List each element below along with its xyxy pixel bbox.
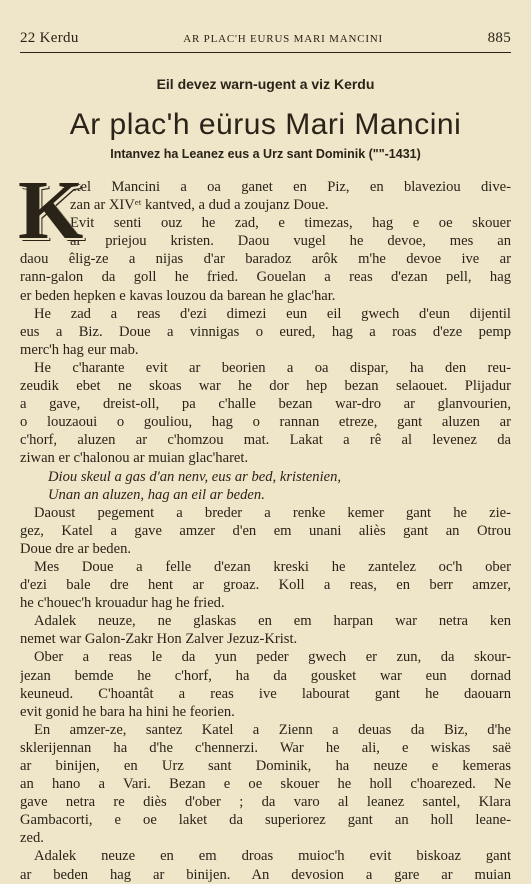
text-line: He zad a reas d'ezi dimezi eun eil gwech d'eun dijentil <box>34 305 511 322</box>
text-line: zed. <box>20 830 44 847</box>
text-line: Daoust pegement a breder a renke kemer gant he zie- <box>34 504 511 521</box>
text-line: rann-galon da goll he fried. Gouelan a reas d'ezan pell, hag <box>20 269 511 286</box>
text-line: Adalek neuze, ne glaskas en em harpan war netra ken <box>34 613 511 630</box>
text-line: merc'h hag eur mab. <box>20 341 139 358</box>
text-line: he c'houec'h krouadur hag he fried. <box>20 595 225 612</box>
text-line: a gave, dreist-oll, pa c'halle bezan war-dro ar glanvourien, <box>20 396 511 413</box>
text-line: er beden hepken e kavas louzou da barean he glac'har. <box>20 287 336 304</box>
running-head-title: AR PLAC'H EURUS MARI MANCINI <box>183 33 384 45</box>
article-byline: Intanvez ha Leanez eus a Urz sant Dominik (""-1431) <box>110 147 421 161</box>
text-line: zan ar XIVᵉᵗ kantved, a dud a zoujanz Doue. <box>70 197 329 214</box>
text-line: Evit senti ouz he zad, e timezas, hag e oe skouer <box>70 215 511 232</box>
text-line: Mes Doue a felle d'ezan kreski he zantelez oc'h ober <box>34 558 511 575</box>
text-line: Unan an aluzen, hag an eil ar beden. <box>48 486 265 503</box>
page-number: 885 <box>487 30 511 46</box>
feast-day-heading: Eil devez warn-ugent a viz Kerdu <box>156 76 375 92</box>
text-line: daou êlig-ze a nijas d'ar baradoz arôk m'he devoe ive ar <box>20 251 511 268</box>
text-line: Diou skeul a gas d'an nenv, eus ar bed, kristenien, <box>48 468 342 485</box>
text-line: evit gonid he bara ha hini he feorien. <box>20 703 235 720</box>
text-line: keuneud. C'hoantât a reas ive labourat gant he daouarn <box>20 685 511 702</box>
text-line: Ober a reas le da yun peder gwech er zun, da skour- <box>34 649 511 666</box>
article-title: Ar plac'h eürus Mari Mancini <box>69 108 462 141</box>
header-rule <box>20 52 511 53</box>
text-line: ar beden hag ar binijen. An devosion a gare ar muian <box>20 866 511 883</box>
text-line: En amzer-ze, santez Katel a Zienn a deuas da Biz, d'he <box>34 721 511 738</box>
text-line: gave netra re diès d'ober ; da varo al leanez santel, Klara <box>20 794 511 811</box>
text-line: an hano a Vari. Bezan e oe skouer he holl c'hoarezed. Ne <box>20 776 511 793</box>
text-line: ar binijen, en Urz sant Dominik, ha neuze e kemeras <box>20 758 511 774</box>
running-head-left: 22 Kerdu <box>20 30 79 46</box>
text-line: sklerijennan ha d'he c'hennerzi. War he ali, e wiskas saë <box>20 739 511 756</box>
drop-cap: K <box>18 164 84 257</box>
text-line: ar priejou kristen. Daou vugel he devoe, mes an <box>70 233 511 250</box>
text-line: Doue dre ar beden. <box>20 540 132 557</box>
text-line: Adalek neuze en em droas muioc'h evit biskoaz gant <box>34 848 511 865</box>
article-body <box>18 164 511 884</box>
text-line: gez, Katel a gave amzer d'en em unani aliès gant an Otrou <box>20 522 511 539</box>
text-line: jezan bemde he c'horf, ha da gousket war eun dornad <box>20 667 511 684</box>
running-head <box>20 30 511 47</box>
text-line: o louzaoui o gouliou, hag o rannan etreze, gant aluzen ar <box>20 414 511 431</box>
text-line: d'ezi bale dre hent ar groaz. Koll a reas, en berr amzer, <box>20 577 511 594</box>
text-line: zeudik ebet ne skoas war he dor hep bezan selaouet. Plijadur <box>20 378 511 395</box>
text-line: c'horf, aluzen ar c'homzou mat. Lakat a rê al levenez da <box>20 432 511 449</box>
text-line: He c'harante evit ar beorien a oa dispar, ha den reu- <box>34 359 511 376</box>
text-line: Gambacorti, e oe laket da superiorez gant an holl leane- <box>20 812 511 829</box>
text-line: atel Mancini a oa ganet en Piz, en blaveziou dive- <box>70 179 511 195</box>
text-line: nemet war Galon-Zakr Hon Zalver Jezuz-Krist. <box>20 631 298 648</box>
text-line: ziwan er c'halonou ar muian glac'haret. <box>20 450 249 467</box>
text-line: eus a Biz. Doue a vinnigas o eured, hag a roas d'eze pemp <box>20 323 511 340</box>
